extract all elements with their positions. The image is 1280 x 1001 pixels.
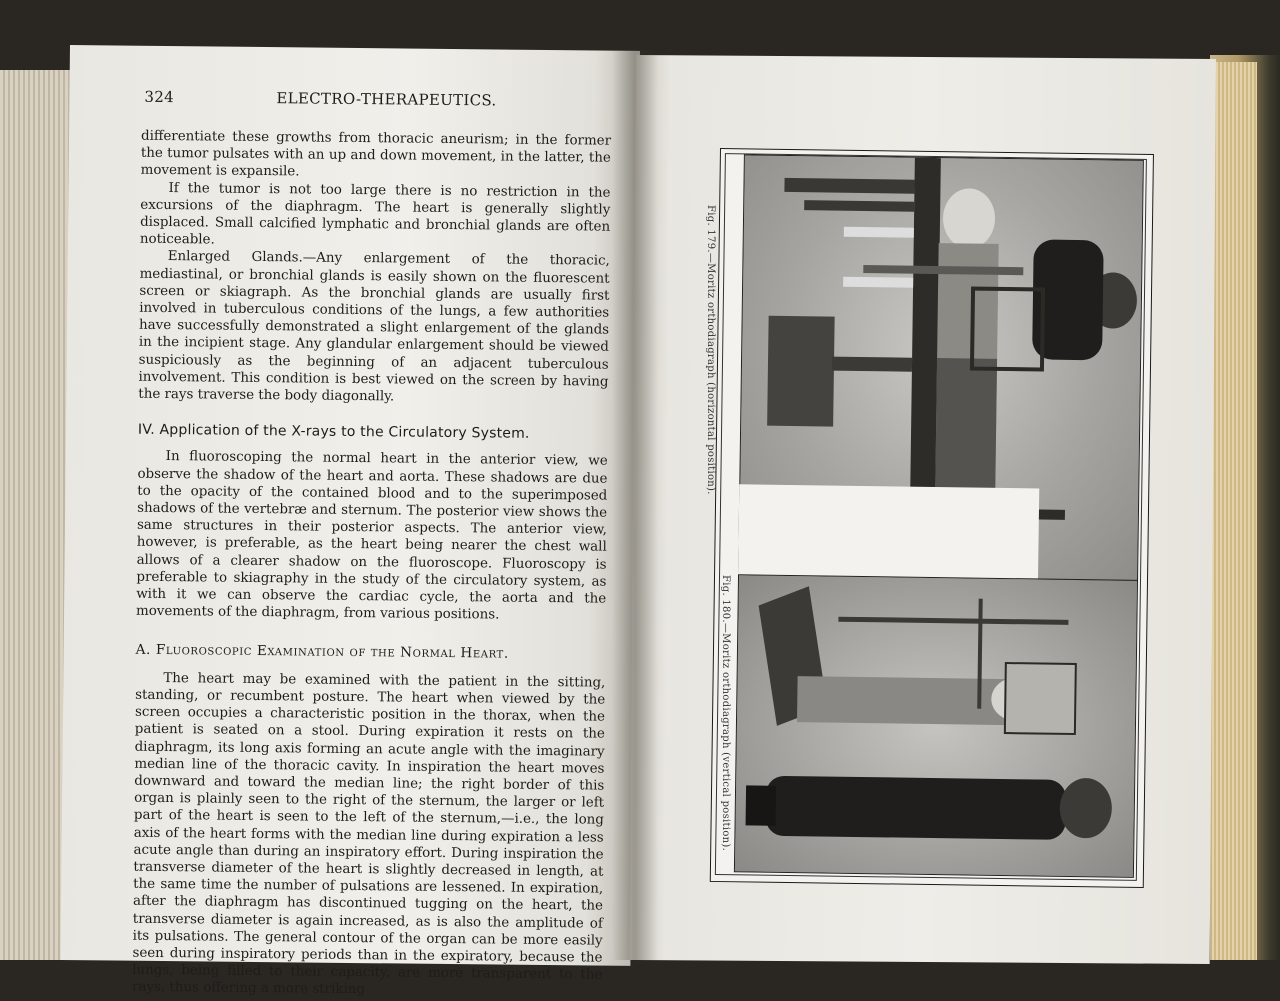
running-head-title: ELECTRO-THERAPEUTICS. [276,89,497,110]
paragraph: differentiate these growths from thoracic aneurism; in the former the tumor pulsates with an up and down movement, in the latter, the movement is expansile. [140,128,612,180]
left-page [60,45,640,998]
right-page-edges [1212,62,1257,960]
plate-border [715,153,1147,881]
paragraph: Enlarged Glands.—Any enlargement of the thoracic, mediastinal, or bronchial glands is easily shown on the fluorescent screen or skiagraph. As the bronchial glands are usually first involved in tuberculous conditions of the lungs, a few authorities have successfully demonstrated a slight enlargement of the glands in the incipient stage. Any glandular enlargement should be viewed suspiciously as the beginning of an adjacent tuberculous involvement. This condition is best viewed on the screen by having the rays traverse the body diagonally. [138,249,610,405]
book-spine [612,50,658,960]
photo-plate [710,148,1154,888]
figure-caption: Fig. 180.—Moritz orthodiagraph (vertical position). [720,575,731,852]
orthodiagraph-vertical-illustration [735,575,1137,877]
sub-heading: A. Fluoroscopic Examination of the Normal Heart. [135,642,509,663]
running-head [144,87,595,110]
body-text [132,128,611,1001]
photo-vertical-orthodiagraph [734,574,1138,878]
paragraph: The heart may be examined with the patient in the sitting, standing, or recumbent posture. The heart when viewed by the screen occupies a characteristic position in the thorax, when the patient is seated on a stool. During expiration it rests on the diaphragm, its long axis forming an acute angle with the imaginary median line of the thoracic cavity. In inspiration the heart moves downward and toward the median line; the right border of this organ is plainly seen to the right of the sternum, the larger or left part of the heart is seen to the left of the sternum,—i.e., the long axis of the heart forms with the median line during expiration a less acute angle than during an inspiratory effort. During inspiration the transverse diameter of the heart is slightly decreased in length, at the same time the number of pulsations are lessened. In expiration, after the diaphragm has discontinued tugging on the heart, the transverse diameter is again increased, as is also the amplitude of its pulsations. The general contour of the organ can be more easily seen during inspiratory periods than in the expiratory, because the lungs, being filled to their capacity, are more transparent to the rays, thus offering a more striking [132,670,606,998]
page-number: 324 [144,87,175,107]
paragraph: If the tumor is not too large there is no restriction in the excursions of the diaphragm. The heart is generally slightly displaced. Small calcified lymphatic and bronchial glands are often noticeable. [139,180,611,248]
paragraph: In fluoroscoping the normal heart in the anterior view, we observe the shadow of the heart and aorta. These shadows are due to the opacity of the contained blood and to the superimposed shadows of the vertebræ and sternum. The posterior view shows the same structures in their posterior aspects. The anterior view, however, is preferable, as the heart being nearer the chest wall allows of a clearer shadow on the fluoroscope. Fluoroscopy is preferable to skiagraphy in the study of the circulatory system, as with it we can observe the cardiac cycle, the aorta and the movements of the diaphragm, from various positions. [135,449,608,623]
photo-divider [738,484,1039,580]
figure-caption: Fig. 179.—Moritz orthodiagraph (horizontal position). [705,205,716,495]
section-heading: IV. Application of the X-rays to the Circulatory System. [137,421,530,443]
